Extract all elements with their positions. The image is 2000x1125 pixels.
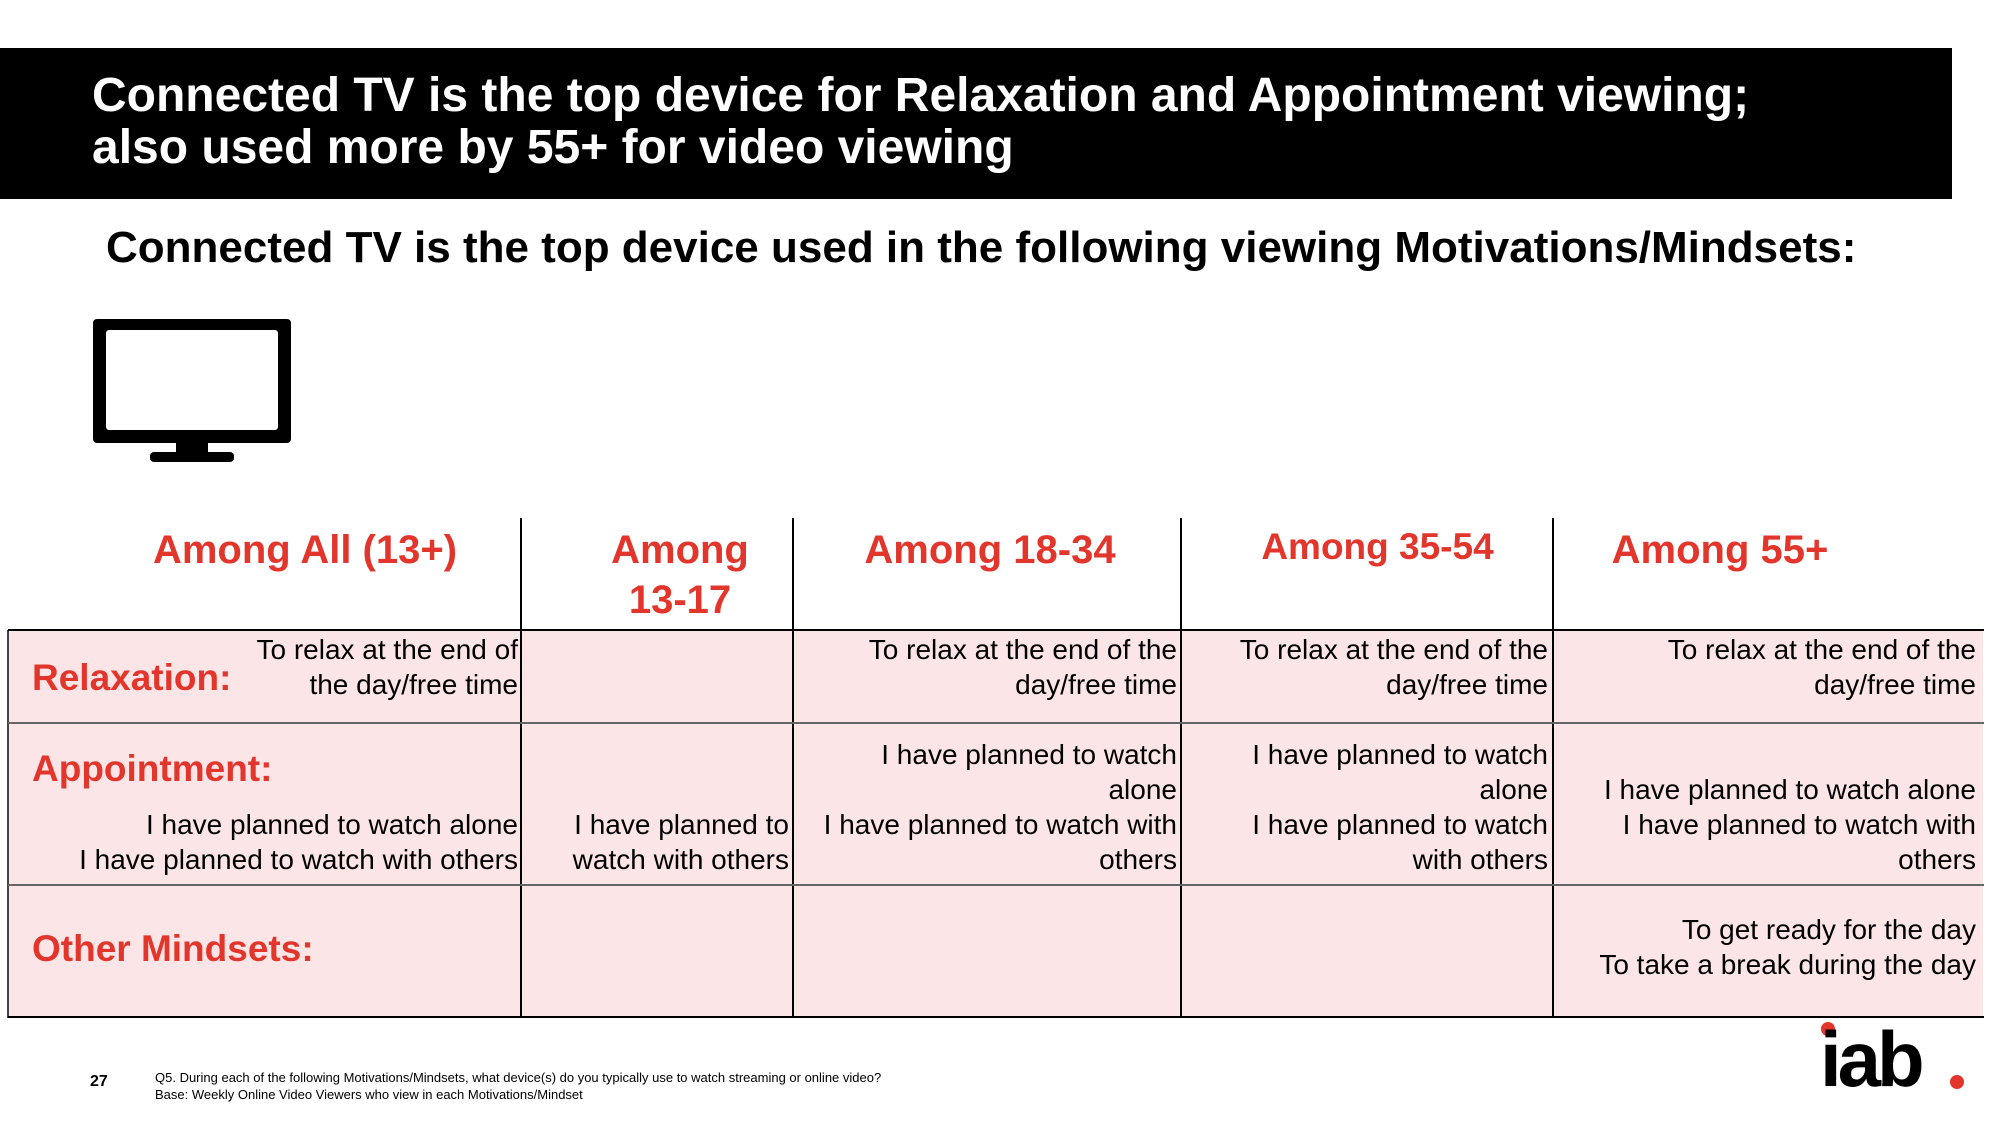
cell-appointment-55 bbox=[1604, 772, 1976, 877]
cell-line: others bbox=[1099, 844, 1177, 875]
cell-appointment-all bbox=[79, 807, 518, 877]
grid-line bbox=[1552, 518, 1554, 1018]
footnote-base: Base: Weekly Online Video Viewers who view in each Motivations/Mindset bbox=[155, 1087, 583, 1102]
grid-line bbox=[8, 884, 1984, 886]
cell-line: I have planned to watch with bbox=[1622, 809, 1976, 840]
subtitle: Connected TV is the top device used in the following viewing Motivations/Mindsets: bbox=[106, 223, 1857, 272]
column-header-all: Among All (13+) bbox=[152, 528, 458, 572]
footnote bbox=[155, 1069, 881, 1103]
page-number: 27 bbox=[90, 1073, 108, 1090]
row-label-other-mindsets: Other Mindsets: bbox=[32, 928, 314, 969]
row-label-appointment: Appointment: bbox=[32, 748, 273, 789]
cell-line: watch with others bbox=[572, 844, 789, 875]
cell-line: I have planned to watch with others bbox=[79, 844, 518, 875]
cell-line: To relax at the end of bbox=[256, 634, 518, 665]
cell-line: alone bbox=[1108, 774, 1177, 805]
column-header-35-54: Among 35-54 bbox=[1261, 526, 1494, 567]
iab-logo bbox=[1820, 1020, 1965, 1090]
grid-line bbox=[792, 518, 794, 1018]
tv-icon bbox=[90, 316, 294, 466]
cell-relaxation-18-34 bbox=[869, 632, 1177, 702]
cell-line: I have planned to watch with bbox=[823, 809, 1177, 840]
cell-line: To relax at the end of the bbox=[1667, 634, 1976, 665]
cell-line: I have planned to watch bbox=[881, 739, 1177, 770]
column-header-13-17: Among 13-17 bbox=[611, 528, 749, 622]
cell-line: alone bbox=[1479, 774, 1548, 805]
cell-line: others bbox=[1898, 844, 1976, 875]
cell-relaxation-35-54 bbox=[1240, 632, 1548, 702]
cell-line: day/free time bbox=[1015, 669, 1177, 700]
grid-line bbox=[520, 518, 522, 1018]
row-label-relaxation: Relaxation: bbox=[32, 657, 232, 698]
cell-other-55 bbox=[1599, 912, 1976, 982]
cell-appointment-35-54 bbox=[1252, 737, 1548, 877]
cell-relaxation-55 bbox=[1668, 632, 1976, 702]
logo-text: iab bbox=[1820, 1020, 1921, 1090]
cell-line: I have planned to watch alone bbox=[1603, 774, 1976, 805]
grid-line bbox=[8, 1016, 1984, 1018]
page-title: Connected TV is the top device for Relaxation and Appointment viewing; also used more by 55+ for video viewing bbox=[92, 69, 1750, 174]
cell-line: I have planned to watch bbox=[1252, 739, 1548, 770]
footnote-question: Q5. During each of the following Motivations/Mindsets, what device(s) do you typically use to watch streaming or online video? bbox=[155, 1070, 882, 1085]
cell-line: To take a break during the day bbox=[1599, 949, 1976, 980]
cell-line: the day/free time bbox=[309, 669, 518, 700]
column-header-55: Among 55+ bbox=[1611, 528, 1829, 572]
grid-line bbox=[1180, 518, 1182, 1018]
grid-line bbox=[8, 629, 1984, 631]
cell-relaxation-all bbox=[256, 632, 518, 702]
cell-line: I have planned to bbox=[574, 809, 789, 840]
cell-line: I have planned to watch alone bbox=[145, 809, 518, 840]
grid-line bbox=[7, 630, 9, 1018]
cell-line: with others bbox=[1412, 844, 1548, 875]
cell-line: day/free time bbox=[1814, 669, 1976, 700]
cell-line: day/free time bbox=[1386, 669, 1548, 700]
cell-line: To relax at the end of the bbox=[868, 634, 1177, 665]
cell-line: I have planned to watch bbox=[1252, 809, 1548, 840]
cell-appointment-18-34 bbox=[824, 737, 1177, 877]
cell-appointment-13-17 bbox=[573, 807, 789, 877]
cell-line: To get ready for the day bbox=[1681, 914, 1976, 945]
column-header-18-34: Among 18-34 bbox=[864, 528, 1116, 572]
grid-line bbox=[8, 722, 1984, 724]
cell-line: To relax at the end of the bbox=[1239, 634, 1548, 665]
